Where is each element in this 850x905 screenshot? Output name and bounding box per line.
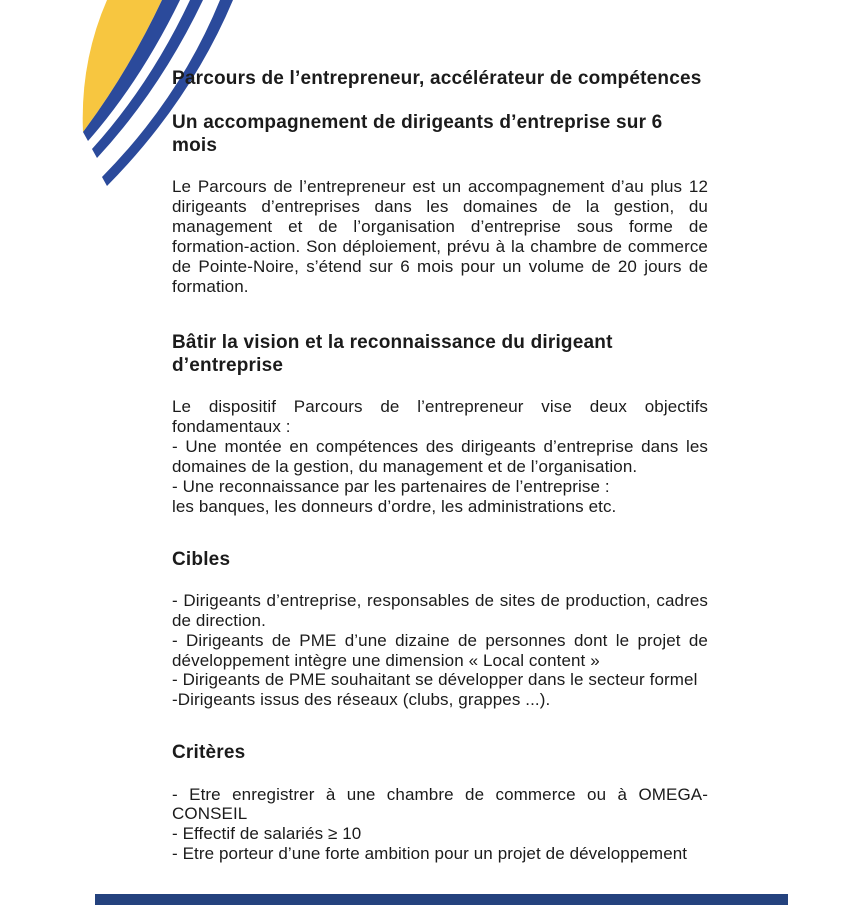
paragraph: Le dispositif Parcours de l’entrepreneur vise deux objectifs fondamentaux : [172,397,708,437]
section-vision [172,332,708,516]
section-body [172,397,708,516]
section-heading: Critères [172,742,246,764]
footer-accent-bar [95,894,788,905]
content-column [172,68,708,900]
paragraph: - Effectif de salariés ≥ 10 [172,824,362,844]
paragraph: - Dirigeants de PME souhaitant se développer dans le secteur formel [172,670,698,690]
section-criteres [172,742,708,864]
paragraph: - Etre enregistrer à une chambre de commerce ou à OMEGA-CONSEIL [172,784,708,824]
section-cibles [172,549,708,711]
section-heading: Un accompagnement de dirigeants d’entreprise sur 6 mois [172,112,663,156]
paragraph: - Dirigeants d’entreprise, responsables de sites de production, cadres de direction. [172,590,708,630]
yellow-wedge-shape [83,0,162,132]
paragraph: - Une reconnaissance par les partenaires de l’entreprise : [172,476,610,496]
paragraph: Le Parcours de l’entrepreneur est un accompagnement d’au plus 12 dirigeants d’entreprises dans les domaines de la gestion, du management et de l’organisation d’entreprise sous forme de formation-action. Son déploiement, prévu à la chambre de commerce de Pointe-Noire, s’étend sur 6 mois pour un volume de 20 jours de formation. [172,177,708,296]
section-accompagnement [172,112,708,296]
document-title: Parcours de l’entrepreneur, accélérateur de compétences [172,68,702,89]
section-body [172,177,708,296]
section-heading: Cibles [172,548,231,570]
paragraph: -Dirigeants issus des réseaux (clubs, grappes ...). [172,690,551,710]
paragraph: - Une montée en compétences des dirigeants d’entreprise dans les domaines de la gestion, du management et de l’organisation. [172,437,708,476]
section-body [172,785,708,865]
section-body [172,591,708,710]
section-heading: Bâtir la vision et la reconnaissance du dirigeant d’entreprise [172,332,613,376]
paragraph: - Etre porteur d’une forte ambition pour un projet de développement [172,844,688,864]
paragraph: les banques, les donneurs d’ordre, les administrations etc. [172,496,617,516]
paragraph: - Dirigeants de PME d’une dizaine de personnes dont le projet de développement intègre une dimension « Local content » [172,630,708,670]
